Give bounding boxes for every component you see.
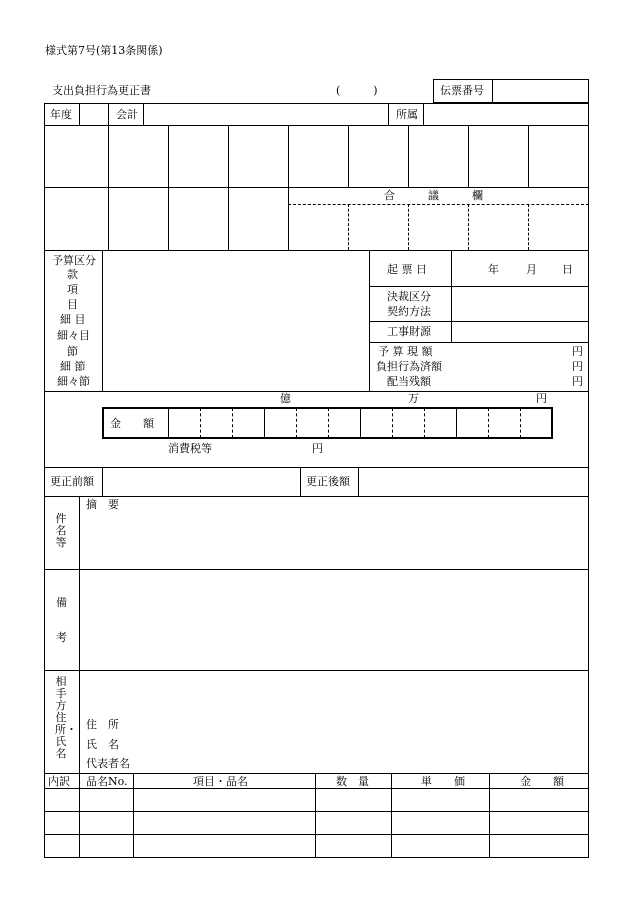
name-label: 氏 名 <box>86 738 119 751</box>
partner-label: 相手方住所・氏名 <box>55 675 77 760</box>
remaining-label: 配当残額 <box>387 375 431 388</box>
budget-label-4: 細 目 <box>60 313 86 326</box>
amount-yen-label: 円 <box>536 392 547 405</box>
amount-label: 金 額 <box>110 417 154 430</box>
council-label: 合 議 欄 <box>384 189 483 202</box>
col-quantity: 数 量 <box>336 775 369 788</box>
contract-method-label: 契約方法 <box>387 305 431 318</box>
budget-label-1: 款 <box>67 268 78 281</box>
man-label: 万 <box>408 392 419 405</box>
yen-2: 円 <box>572 360 583 373</box>
committed-label: 負担行為済額 <box>376 360 442 373</box>
before-label: 更正前額 <box>50 475 94 488</box>
date-year: 年 <box>488 263 499 276</box>
title-paren: ( ) <box>336 84 378 97</box>
form-id: 様式第7号(第13条関係) <box>45 44 163 57</box>
year-label: 年度 <box>50 108 72 121</box>
budget-label-8: 細々節 <box>57 375 90 388</box>
budget-label-3: 目 <box>67 298 78 311</box>
subject-label: 件名等 <box>55 512 67 549</box>
yen-1: 円 <box>572 345 583 358</box>
col-breakdown: 内訳 <box>48 775 70 788</box>
fund-label: 工事財源 <box>387 325 431 338</box>
slip-number-label: 伝票番号 <box>440 84 484 97</box>
col-amount: 金 額 <box>520 775 564 788</box>
summary-label: 摘 要 <box>86 498 119 511</box>
budget-label-6: 節 <box>67 345 78 358</box>
rep-label: 代表者名 <box>86 757 130 770</box>
tax-yen-label: 円 <box>312 442 323 455</box>
decision-label: 決裁区分 <box>387 290 431 303</box>
form-title: 支出負担行為更正書 <box>52 84 151 97</box>
dept-label: 所属 <box>396 108 418 121</box>
budget-label-7: 細 節 <box>60 360 86 373</box>
budget-label-5: 細々目 <box>57 329 90 342</box>
slip-number-field[interactable] <box>493 80 588 102</box>
yen-3: 円 <box>572 375 583 388</box>
tax-label: 消費税等 <box>168 442 212 455</box>
budget-label-0: 予算区分 <box>52 254 96 267</box>
date-month: 月 <box>526 263 537 276</box>
budget-current-label: 予 算 現 額 <box>378 345 433 358</box>
col-item-name: 項目・品名 <box>193 775 248 788</box>
address-label: 住 所 <box>86 718 119 731</box>
issue-date-label: 起 票 日 <box>387 263 427 276</box>
date-day: 日 <box>562 263 573 276</box>
remarks-label-1: 備 <box>56 596 67 609</box>
remarks-label-2: 考 <box>56 631 67 644</box>
account-label: 会計 <box>116 108 138 121</box>
col-item-no: 品名No. <box>86 775 128 788</box>
budget-label-2: 項 <box>67 283 78 296</box>
after-label: 更正後額 <box>306 475 350 488</box>
col-unit-price: 単 価 <box>421 775 465 788</box>
oku-label: 億 <box>280 392 291 405</box>
